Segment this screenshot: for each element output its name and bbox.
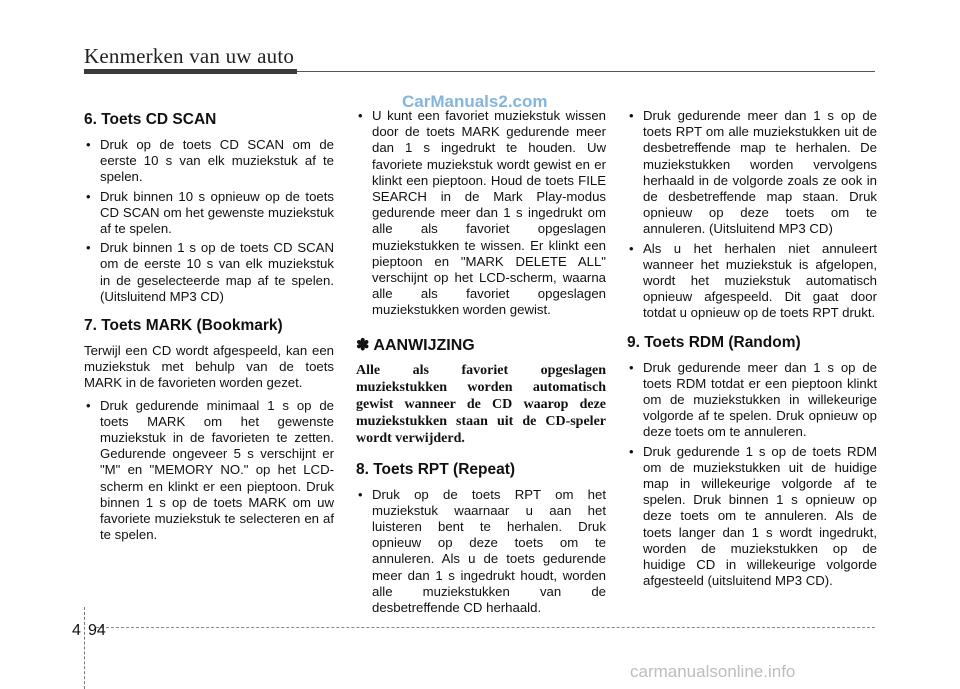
section-heading-random: 9. Toets RDM (Random): [627, 333, 801, 351]
note-heading: ✽ AANWIJZING: [356, 336, 475, 354]
note-body: Alle als favoriet opgeslagen muziekstukken worden automatisch gewist wanneer de CD waarop deze muziekstukken staan uit de CD-speler wordt verwijderd.: [356, 362, 606, 446]
random-list: [627, 360, 877, 590]
section-heading-repeat: 8. Toets RPT (Repeat): [356, 460, 516, 478]
repeat-list: [356, 487, 606, 617]
footer-rule: [96, 627, 875, 628]
list-item: • Druk binnen 10 s opnieuw op de toets CD SCAN om het gewenste muziekstuk af te spelen.: [86, 188, 334, 237]
column-right: [627, 108, 877, 601]
bullet-icon: •: [358, 108, 363, 123]
list-item: • U kunt een favoriet muziekstuk wissen door de toets MARK gedurende meer dan 1 s ingedrukt te houden. Uw favoriete muziekstuk wordt gewist en er klinkt een pieptoon. Houd de toets FILE SEARCH in de Mark Play-modus gedurende meer dan 1 s ingedrukt om alle als favoriet opgeslagen muziekstukken te wissen. Er klinkt een pieptoon en "MARK DELETE ALL" verschijnt op het LCD-scherm, waarna alle als favoriet opgeslagen muziekstukken worden gewist.: [358, 108, 606, 318]
mark-list: [84, 398, 334, 544]
bullet-icon: •: [86, 397, 91, 413]
column-middle: [356, 108, 606, 628]
list-item: • Druk gedurende meer dan 1 s op de toets RPT om alle muziekstukken uit de desbetreffende map te herhalen. De muziekstukken worden vervolgens herhaald in de volgorde zoals ze ook in de desbetreffende map staan. Druk opnieuw op deze toets om te annuleren. (Uitsluitend MP3 CD): [629, 108, 877, 237]
list-item: • Druk op de toets CD SCAN om de eerste 10 s van elk muziekstuk af te spelen.: [86, 137, 334, 185]
page-divider: [84, 607, 86, 689]
bullet-icon: •: [629, 359, 634, 375]
watermark-top: CarManuals2.com: [402, 92, 548, 111]
header-rule-accent: [84, 69, 297, 74]
list-item: • Druk gedurende 1 s op de toets RDM om de muziekstukken uit de huidige map in willekeurige volgorde af te spelen. Druk binnen 1 s opnieuw op deze toets om te annuleren. Als de toets langer dan 1 s wordt ingedrukt, worden de muziekstukken op de huidige CD in willekeurige volgorde afgesteeld (uitsluitend MP3 CD).: [629, 443, 877, 589]
list-item: • Druk gedurende meer dan 1 s op de toets RDM totdat er een pieptoon klinkt om de muziekstukken in willekeurige volgorde af te spelen. Druk opnieuw op deze toets om te annuleren.: [629, 359, 877, 440]
asterisk-icon: ✽: [356, 336, 370, 354]
list-item: • Druk binnen 1 s op de toets CD SCAN om de eerste 10 s van elk muziekstuk in de geselecteerde map af te spelen. (Uitsluitend MP3 CD): [86, 240, 334, 304]
bullet-icon: •: [86, 188, 91, 204]
chapter-number: 4: [72, 622, 81, 639]
bullet-icon: •: [86, 137, 91, 152]
bullet-icon: •: [629, 240, 634, 256]
section-heading-mark: 7. Toets MARK (Bookmark): [84, 317, 283, 335]
repeat-folder-list: [627, 108, 877, 322]
list-item: • Druk gedurende minimaal 1 s op de toets MARK om het gewenste muziekstuk in de favorieten te zetten. Gedurende ongeveer 5 s verschijnt er "M" en "MEMORY NO." op het LCD-scherm en klinkt er een pieptoon. Druk binnen 1 s op de toets MARK om uw favoriete muziekstuk te selecteren en af te spelen.: [86, 397, 334, 543]
list-item: • Druk op de toets RPT om het muziekstuk waarnaar u aan het luisteren bent te herhalen. Druk opnieuw op deze toets om te annuleren. Als u de toets gedurende meer dan 1 s ingedrukt houdt, worden alle muziekstukken van de desbetreffende CD herhaald.: [358, 486, 606, 616]
cd-scan-list: [84, 137, 334, 305]
mark-delete-list: [356, 108, 606, 319]
bullet-icon: •: [358, 486, 363, 502]
bullet-icon: •: [629, 443, 634, 459]
list-item: • Als u het herhalen niet annuleert wanneer het muziekstuk is afgelopen, wordt het muziekstuk automatisch opnieuw afgespeeld. Dit gaat door totdat u opnieuw op de toets RPT drukt.: [629, 240, 877, 321]
section-heading-cd-scan: 6. Toets CD SCAN: [84, 111, 217, 128]
page-number: 94: [88, 622, 106, 639]
bullet-icon: •: [629, 108, 634, 123]
mark-intro-paragraph: Terwijl een CD wordt afgespeeld, kan een muziekstuk met behulp van de toets MARK in de favorieten worden gezet.: [84, 343, 334, 391]
watermark-bottom: carmanualsonline.info: [630, 662, 796, 681]
header-rule: [297, 71, 875, 72]
bullet-icon: •: [86, 240, 91, 256]
column-left: [84, 108, 334, 555]
chapter-header-title: Kenmerken van uw auto: [84, 44, 295, 68]
